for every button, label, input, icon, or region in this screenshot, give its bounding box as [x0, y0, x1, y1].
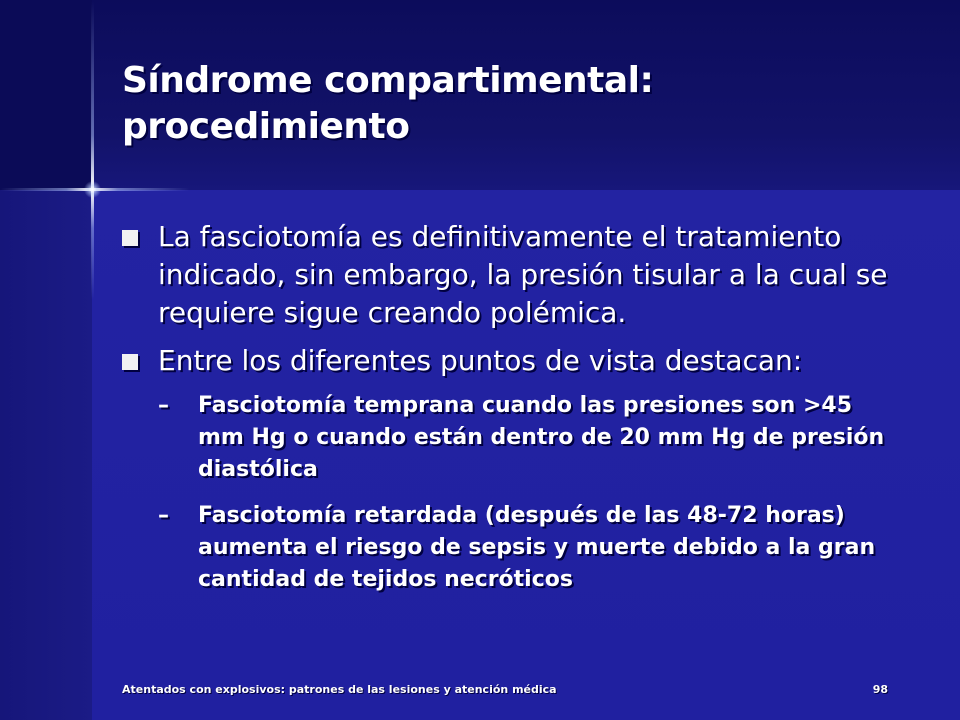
slide-title: Síndrome compartimental: procedimiento [122, 60, 654, 147]
sub-bullet-text: Fasciotomía temprana cuando las presiones son >45 mm Hg o cuando están dentro de 20 mm Hg de presión diastólica [198, 393, 885, 482]
bullet-item-viewpoints [122, 342, 912, 380]
page-number: 98 [872, 683, 888, 696]
title-band-left [0, 0, 92, 190]
dash-bullet-icon: – [158, 503, 169, 528]
footer-title: Atentados con explosivos: patrones de las lesiones y atención médica [122, 683, 557, 696]
dash-bullet-icon: – [158, 393, 169, 418]
bullet-text: La fasciotomía es definitivamente el tratamiento indicado, sin embargo, la presión tisular a la cual se requiere sigue creando polémica. [158, 220, 888, 329]
sub-bullet-early-fasciotomy [158, 390, 912, 486]
slide-footer [122, 682, 888, 698]
sub-bullet-delayed-fasciotomy [158, 500, 912, 596]
sub-bullet-text: Fasciotomía retardada (después de las 48-72 horas) aumenta el riesgo de sepsis y muerte debido a la gran cantidad de tejidos necróticos [198, 503, 876, 592]
slide-content [122, 218, 912, 610]
bullet-text: Entre los diferentes puntos de vista destacan: [158, 344, 803, 377]
sparkle-icon-vertical-ray [91, 0, 94, 300]
square-bullet-icon [122, 354, 138, 370]
viewpoints-sublist [158, 390, 912, 596]
sparkle-icon [84, 181, 101, 198]
bullet-item-fasciotomy-treatment [122, 218, 912, 332]
square-bullet-icon [122, 230, 138, 246]
